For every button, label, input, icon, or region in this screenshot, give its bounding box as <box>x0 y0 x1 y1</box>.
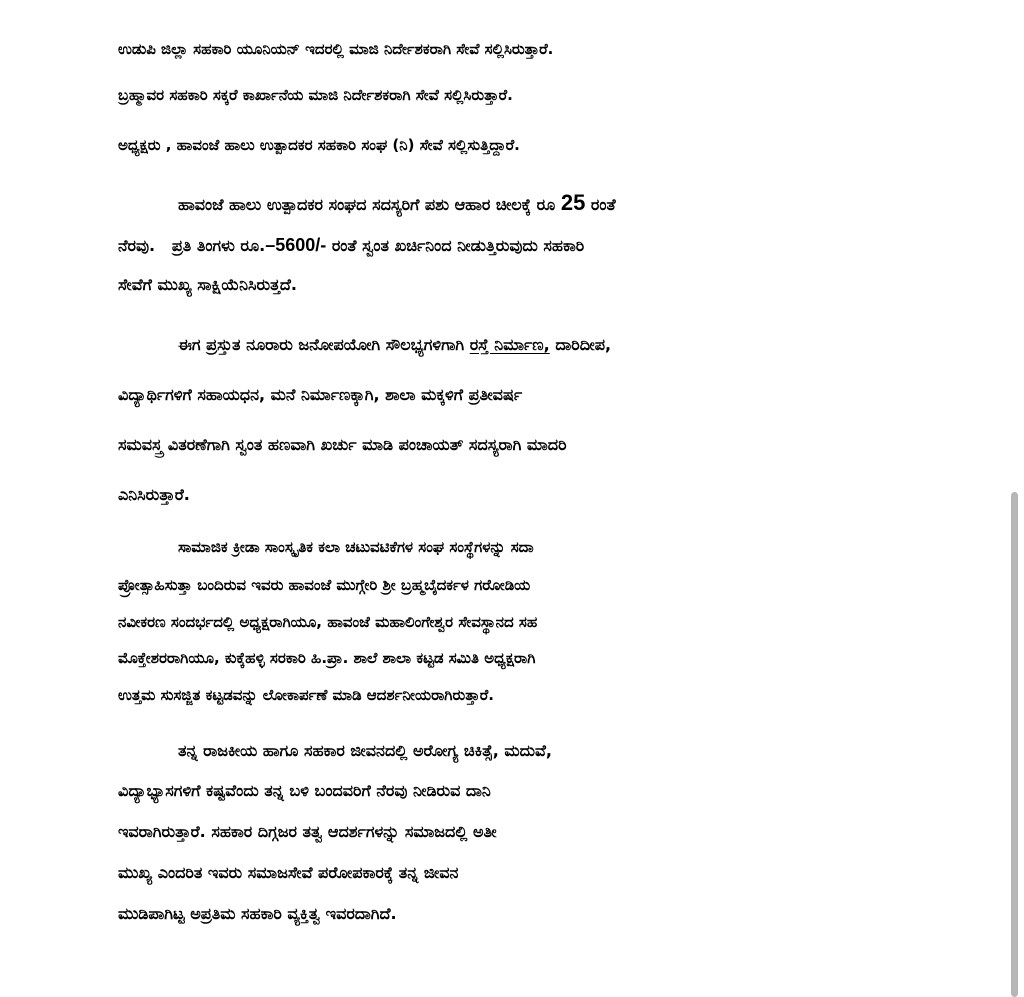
text-line: ಬ್ರಹ್ಮಾವರ ಸಹಕಾರಿ ಸಕ್ಕರೆ ಕಾರ್ಖಾನೆಯ ಮಾಜಿ ನಿರ್ದೇಶಕರಾಗಿ ಸೇವೆ ಸಲ್ಲಿಸಿರುತ್ತಾರೆ. <box>118 86 513 104</box>
text-line: ಉಡುಪಿ ಜಿಲ್ಲಾ ಸಹಕಾರಿ ಯೂನಿಯನ್ ಇದರಲ್ಲಿ ಮಾಜಿ ನಿರ್ದೇಶಕರಾಗಿ ಸೇವೆ ಸಲ್ಲಿಸಿರುತ್ತಾರೆ. <box>118 40 554 58</box>
scrollbar-thumb[interactable] <box>1011 492 1018 997</box>
paragraph-1-line-2 <box>118 236 584 254</box>
underlined-text: ರಸ್ತೆ ನಿರ್ಮಾಣ, <box>469 335 550 354</box>
paragraph-1-line-3: ಸೇವೆಗೆ ಮುಖ್ಯ ಸಾಕ್ಷಿಯೆನಿಸಿರುತ್ತದೆ. <box>118 275 297 294</box>
paragraph-4-line-5: ಮುಡಿಪಾಗಿಟ್ಟ ಅಪ್ರತಿಮ ಸಹಕಾರಿ ವ್ಯಕ್ತಿತ್ವ ಇವರದಾಗಿದೆ. <box>118 904 397 923</box>
text-line: ಅಧ್ಯಕ್ಷರು , ಹಾವಂಜೆ ಹಾಲು ಉತ್ಪಾದಕರ ಸಹಕಾರಿ ಸಂಘ (ನಿ) ಸೇವೆ ಸಲ್ಲಿಸುತ್ತಿದ್ದಾರೆ. <box>118 136 520 154</box>
text-fragment: ಪ್ರತಿ ತಿಂಗಳು ರೂ. <box>171 236 266 255</box>
amount-value: –5600/- <box>265 235 327 255</box>
paragraph-4-line-3: ಇವರಾಗಿರುತ್ತಾರೆ. ಸಹಕಾರ ದಿಗ್ಗಜರ ತತ್ವ ಆದರ್ಶಗಳನ್ನು ಸಮಾಜದಲ್ಲಿ ಅತೀ <box>118 822 497 841</box>
paragraph-3-line-2: ಪ್ರೋತ್ಸಾಹಿಸುತ್ತಾ ಬಂದಿರುವ ಇವರು ಹಾವಂಜೆ ಮುಗ್ಗೇರಿ ಶ್ರೀ ಬ್ರಹ್ಮಬೈದರ್ಕಳ ಗರೋಡಿಯ <box>118 576 531 594</box>
text-fragment: ರಂತೆ <box>590 195 616 214</box>
text-fragment: ನೆರವು. <box>118 236 156 255</box>
paragraph-2-line-3: ಸಮವಸ್ತ್ರ ವಿತರಣೆಗಾಗಿ ಸ್ವಂತ ಹಣವಾಗಿ ಖರ್ಚು ಮಾಡಿ ಪಂಚಾಯತ್ ಸದಸ್ಯರಾಗಿ ಮಾದರಿ <box>118 435 567 454</box>
paragraph-3-line-4: ಮೊಕ್ತೇಶರರಾಗಿಯೂ, ಕುಕ್ಕೆಹಳ್ಳಿ ಸರಕಾರಿ ಹಿ.ಪ್ರಾ. ಶಾಲೆ ಶಾಲಾ ಕಟ್ಟಡ ಸಮಿತಿ ಅಧ್ಯಕ್ಷರಾಗಿ <box>118 649 536 667</box>
text-fragment: ದಾರಿದೀಪ, <box>555 335 612 354</box>
paragraph-1-line-1 <box>178 192 616 214</box>
paragraph-3-line-1: ಸಾಮಾಜಿಕ ಕ್ರೀಡಾ ಸಾಂಸ್ಕೃತಿಕ ಕಲಾ ಚಟುವಟಿಕೆಗಳ ಸಂಘ ಸಂಸ್ಥೆಗಳನ್ನು ಸದಾ <box>178 538 534 556</box>
paragraph-3-line-5: ಉತ್ತಮ ಸುಸಜ್ಜಿತ ಕಟ್ಟಡವನ್ನು ಲೋಕಾರ್ಪಣೆ ಮಾಡಿ ಆದರ್ಶನೀಯರಾಗಿರುತ್ತಾರೆ. <box>118 686 494 704</box>
paragraph-2-line-1 <box>178 337 611 353</box>
text-fragment: ಈಗ ಪ್ರಸ್ತುತ ನೂರಾರು ಜನೋಪಯೋಗಿ ಸೌಲಭ್ಯಗಳಿಗಾಗಿ <box>178 335 465 354</box>
paragraph-4-line-2: ವಿದ್ಯಾಭ್ಯಾಸಗಳಿಗೆ ಕಷ್ಟವೆಂದು ತನ್ನ ಬಳಿ ಬಂದವರಿಗೆ ನೆರವು ನೀಡಿರುವ ದಾನಿ <box>118 781 491 800</box>
paragraph-2-line-2: ವಿದ್ಯಾರ್ಥಿಗಳಿಗೆ ಸಹಾಯಧನ, ಮನೆ ನಿರ್ಮಾಣಕ್ಕಾಗಿ, ಶಾಲಾ ಮಕ್ಕಳಿಗೆ ಪ್ರತೀವರ್ಷ <box>118 385 523 404</box>
amount-value: 25 <box>560 190 586 215</box>
vertical-scrollbar[interactable] <box>1006 0 1024 997</box>
paragraph-3-line-3: ನವೀಕರಣ ಸಂದರ್ಭದಲ್ಲಿ ಅಧ್ಯಕ್ಷರಾಗಿಯೂ, ಹಾವಂಜೆ ಮಹಾಲಿಂಗೇಶ್ವರ ಸೇವಸ್ಥಾನದ ಸಹ <box>118 613 538 631</box>
text-fragment: ರಂತೆ ಸ್ವಂತ ಖರ್ಚಿನಿಂದ ನೀಡುತ್ತಿರುವುದು ಸಹಕಾರಿ <box>331 236 585 255</box>
paragraph-4-line-1: ತನ್ನ ರಾಜಕೀಯ ಹಾಗೂ ಸಹಕಾರ ಜೀವನದಲ್ಲಿ ಅರೋಗ್ಯ ಚಿಕಿತ್ಸೆ, ಮದುವೆ, <box>178 741 553 760</box>
text-fragment: ಹಾವಂಜೆ ಹಾಲು ಉತ್ಪಾದಕರ ಸಂಘದ ಸದಸ್ಯರಿಗೆ ಪಶು ಆಹಾರ ಚೀಲಕ್ಕೆ ರೂ <box>178 195 556 214</box>
paragraph-4-line-4: ಮುಖ್ಯ ಎಂದರಿತ ಇವರು ಸಮಾಜಸೇವೆ ಪರೋಪಕಾರಕ್ಕೆ ತನ್ನ ಜೀವನ <box>118 863 459 882</box>
paragraph-2-line-4: ಎನಿಸಿರುತ್ತಾರೆ. <box>118 485 190 504</box>
